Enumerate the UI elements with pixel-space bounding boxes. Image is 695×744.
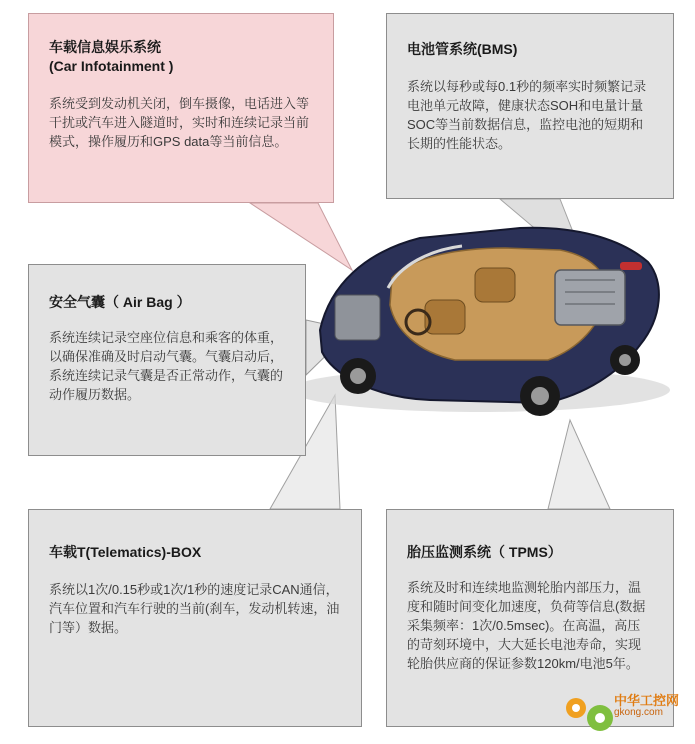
tpms-title: 胎压监测系统（ TPMS） [407, 544, 562, 560]
tbox-callout [28, 509, 362, 727]
tpms-description: 系统及时和连续地监测轮胎内部压力，温度和随时间变化加速度，负荷等信息(数据采集频率：1次/0.5msec)。在高温，高压的苛刻环境中，大大延长电池寿命，实现轮胎供应商的保证参数120km/电池5年。 [407, 580, 646, 671]
bms-callout [386, 13, 674, 199]
callout-pointer-infotainment [250, 203, 352, 270]
tbox-title: 车载T(Telematics)-BOX [49, 544, 202, 560]
infotainment-subtitle: (Car Infotainment ) [49, 58, 174, 74]
infotainment-description: 系统受到发动机关闭，倒车摄像，电话进入等干扰或汽车进入隧道时，实时和连续记录当前模式，操作履历和GPS data等当前信息。 [49, 96, 310, 149]
seat-passenger [475, 268, 515, 302]
watermark-url: gkong.com [614, 707, 663, 718]
engine-block [555, 270, 625, 325]
airbag-description: 系统连续记录空座位信息和乘客的体重，以确保准确及时启动气囊。气囊启动后，系统连续记录气囊是否正常动作，气囊的动作履历数据。 [49, 330, 284, 402]
front-machinery [335, 295, 380, 340]
airbag-callout [28, 264, 306, 456]
seat-driver [425, 300, 465, 334]
tbox-description: 系统以1次/0.15秒或1次/1秒的速度记录CAN通信，汽车位置和汽车行驶的当前(刹车，发动机转速，油门等）数据。 [49, 582, 340, 635]
infotainment-title: 车载信息娱乐系统 [49, 39, 161, 55]
infotainment-callout [28, 13, 334, 203]
airbag-title: 安全气囊（ Air Bag ） [49, 294, 191, 310]
watermark-name: 中华工控网 [614, 693, 680, 708]
tail-light [620, 262, 642, 270]
bms-title: 电池管系统(BMS) [407, 41, 518, 57]
callout-pointer-tpms [548, 420, 610, 509]
bms-description: 系统以每秒或每0.1秒的频率实时频繁记录电池单元故障，健康状态SOH和电量计量SOC等当前数据信息，监控电池的短期和长期的性能状态。 [407, 79, 647, 151]
